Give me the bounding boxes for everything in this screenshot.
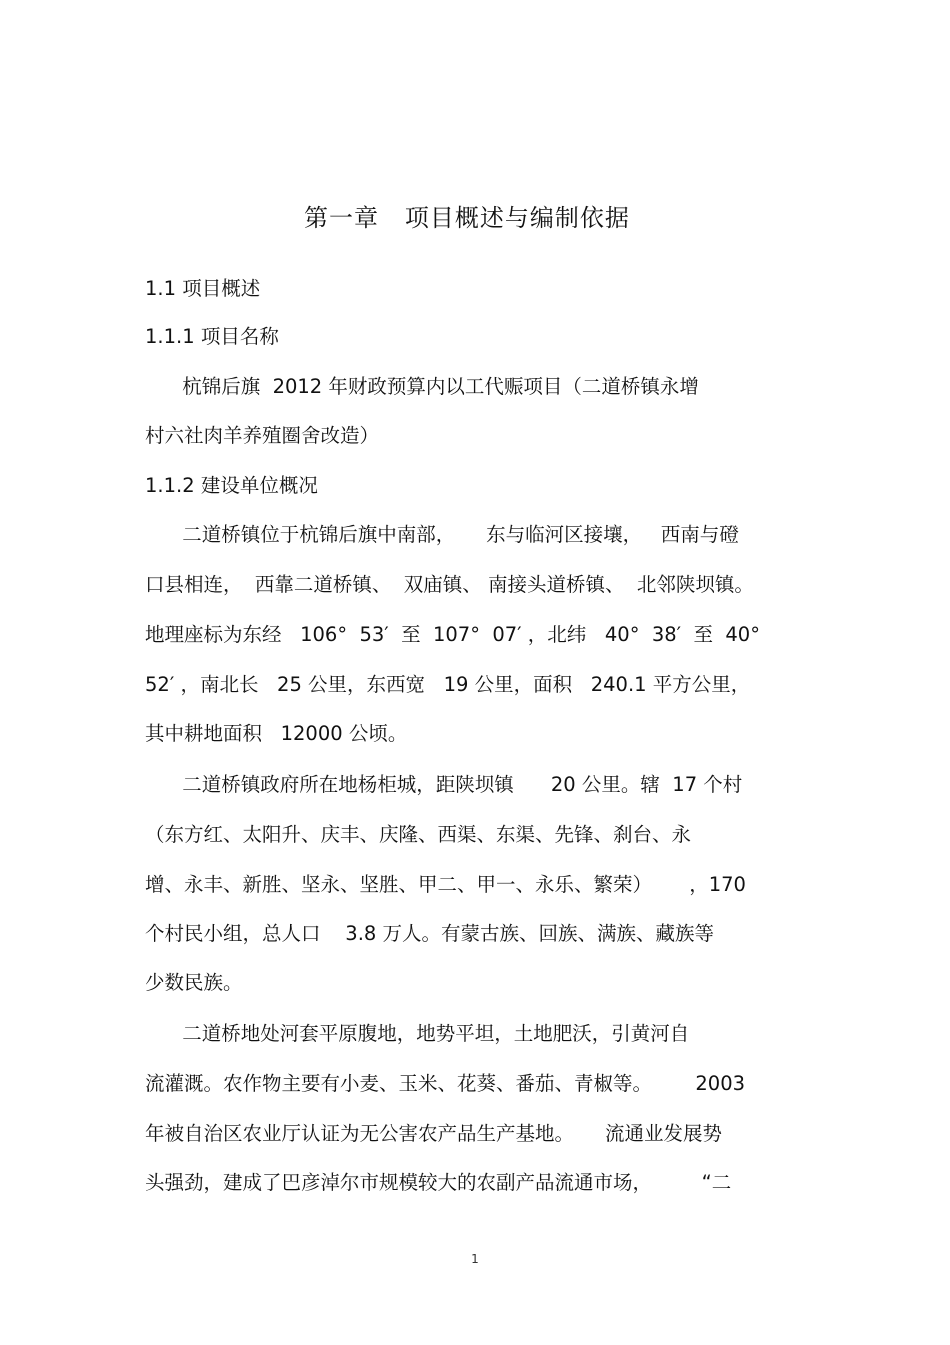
- paragraph-line: 杭锦后旗 2012 年财政预算内以工代赈项目（二道桥镇永增: [145, 375, 699, 398]
- section-heading-1-1-1: 1.1.1 项目名称: [145, 325, 279, 348]
- paragraph-line: 村六社肉羊养殖圈舍改造）: [145, 424, 380, 447]
- paragraph-line: （东方红、太阳升、庆丰、庆隆、西渠、东渠、先锋、刹台、永: [145, 823, 692, 846]
- paragraph-line: 口县相连， 西靠二道桥镇、 双庙镇、 南接头道桥镇、 北邻陕坝镇。: [145, 573, 754, 596]
- paragraph-line: 二道桥镇位于杭锦后旗中南部， 东与临河区接壤， 西南与磴: [145, 523, 739, 546]
- section-heading-1-1: 1.1 项目概述: [145, 277, 261, 300]
- page-number: 1: [471, 1252, 479, 1266]
- paragraph-line: 其中耕地面积 12000 公顷。: [145, 722, 408, 745]
- paragraph-line: 少数民族。: [145, 971, 243, 994]
- paragraph-line: 个村民小组，总人口 3.8 万人。有蒙古族、回族、满族、藏族等: [145, 922, 715, 945]
- paragraph-line: 地理座标为东经 106° 53′ 至 107° 07′ ，北纬 40° 38′ 至 40°: [145, 623, 760, 646]
- paragraph-line: 头强劲，建成了巴彦淖尔市规模较大的农副产品流通市场， “二: [145, 1171, 732, 1194]
- paragraph-line: 年被自治区农业厅认证为无公害农产品生产基地。 流通业发展势: [145, 1122, 722, 1145]
- chapter-title: 第一章 项目概述与编制依据: [304, 204, 630, 232]
- paragraph-line: 增、永丰、新胜、坚永、坚胜、甲二、甲一、永乐、繁荣） ，170: [145, 873, 746, 896]
- paragraph-line: 52′ ，南北长 25 公里，东西宽 19 公里，面积 240.1 平方公里，: [145, 673, 751, 696]
- paragraph-line: 二道桥镇政府所在地杨柜城，距陕坝镇 20 公里。辖 17 个村: [145, 773, 743, 796]
- paragraph-line: 流灌溉。农作物主要有小麦、玉米、花葵、番茄、青椒等。 2003: [145, 1072, 746, 1095]
- section-heading-1-1-2: 1.1.2 建设单位概况: [145, 474, 318, 497]
- paragraph-line: 二道桥地处河套平原腹地，地势平坦，土地肥沃，引黄河自: [145, 1022, 690, 1045]
